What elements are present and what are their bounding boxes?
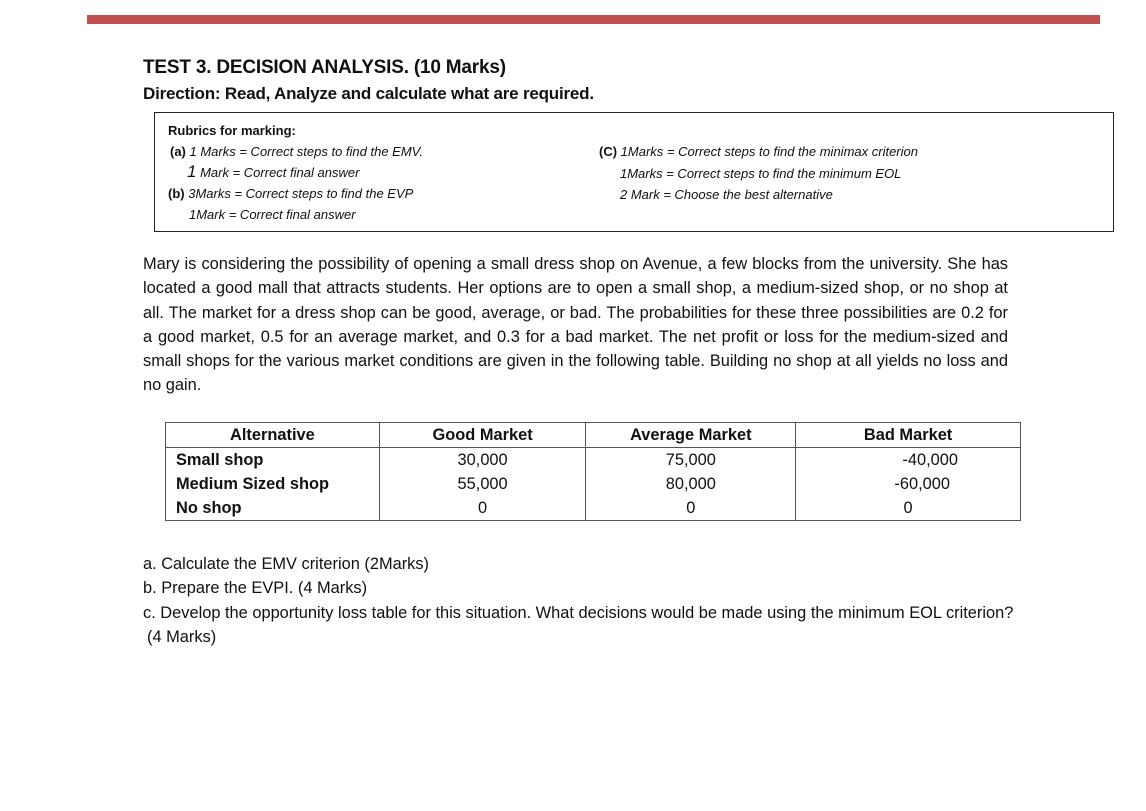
rubric-a-line2-number: 1: [187, 162, 197, 181]
table-row: [166, 448, 1021, 473]
header-alternative: Alternative: [166, 423, 380, 448]
header-accent-bar: [87, 15, 1100, 24]
rubric-c-line2: 1Marks = Correct steps to find the minimum EOL: [620, 166, 902, 181]
row-average-value: 75,000: [586, 448, 796, 473]
row-bad-value: -40,000: [796, 448, 1021, 473]
question-b: b. Prepare the EVPI. (4 Marks): [143, 579, 368, 598]
row-good-value: 30,000: [379, 448, 586, 473]
row-alternative: Medium Sized shop: [166, 472, 380, 496]
rubric-c-line1: [599, 144, 918, 159]
row-alternative: Small shop: [166, 448, 380, 473]
problem-paragraph: Mary is considering the possibility of opening a small dress shop on Avenue, a few blocks from the university. She has located a good mall that attracts students. Her options are to open a small shop, a medium-sized shop, or no shop at all. The market for a dress shop can be good, average, or bad. The probabilities for these three possibilities are 0.2 for a good market, 0.5 for an average market, and 0.3 for a bad market. The net profit or loss for the medium-sized and small shops for the various market conditions are given in the following table. Building no shop at all yields no loss and no gain.: [143, 255, 1008, 395]
question-a: a. Calculate the EMV criterion (2Marks): [143, 555, 430, 573]
rubrics-box: [154, 112, 1114, 232]
row-bad-value: 0: [796, 496, 1021, 521]
direction-text: Direction: Read, Analyze and calculate what are required.: [143, 84, 594, 103]
header-average-market: Average Market: [586, 423, 796, 448]
rubric-b-text1: 3Marks = Correct steps to find the EVP: [188, 186, 414, 201]
rubric-c-label: (C): [599, 144, 618, 159]
payoff-table: [165, 422, 1021, 521]
rubric-b-label: (b): [168, 186, 185, 201]
row-good-value: 0: [379, 496, 586, 521]
header-bad-market: Bad Market: [796, 423, 1021, 448]
header-good-market: Good Market: [379, 423, 586, 448]
row-bad-value: -60,000: [796, 472, 1021, 496]
test-title: TEST 3. DECISION ANALYSIS. (10 Marks): [143, 57, 506, 78]
row-alternative: No shop: [166, 496, 380, 521]
rubric-c-line3: 2 Mark = Choose the best alternative: [620, 187, 833, 202]
rubric-c-text1: 1Marks = Correct steps to find the minimax criterion: [620, 144, 918, 159]
rubrics-heading: Rubrics for marking:: [168, 123, 296, 138]
rubric-a-text2: Mark = Correct final answer: [200, 165, 360, 180]
table-row: [166, 496, 1021, 521]
table-row: [166, 472, 1021, 496]
rubric-a-line1: [170, 144, 423, 159]
question-c: c. Develop the opportunity loss table for this situation. What decisions would be made using the minimum EOL criterion?: [143, 603, 1014, 622]
row-average-value: 80,000: [586, 472, 796, 496]
rubric-a-text1: 1 Marks = Correct steps to find the EMV.: [189, 144, 424, 159]
questions-block: [143, 552, 1023, 649]
row-good-value: 55,000: [379, 472, 586, 496]
rubric-b-line2: 1Mark = Correct final answer: [189, 207, 356, 222]
rubric-b-line1: [168, 186, 413, 201]
rubric-a-label: (a): [170, 144, 186, 159]
rubric-a-line2: [187, 162, 359, 182]
question-c-marks: (4 Marks): [147, 627, 217, 646]
row-average-value: 0: [586, 496, 796, 521]
table-header-row: [166, 423, 1021, 448]
